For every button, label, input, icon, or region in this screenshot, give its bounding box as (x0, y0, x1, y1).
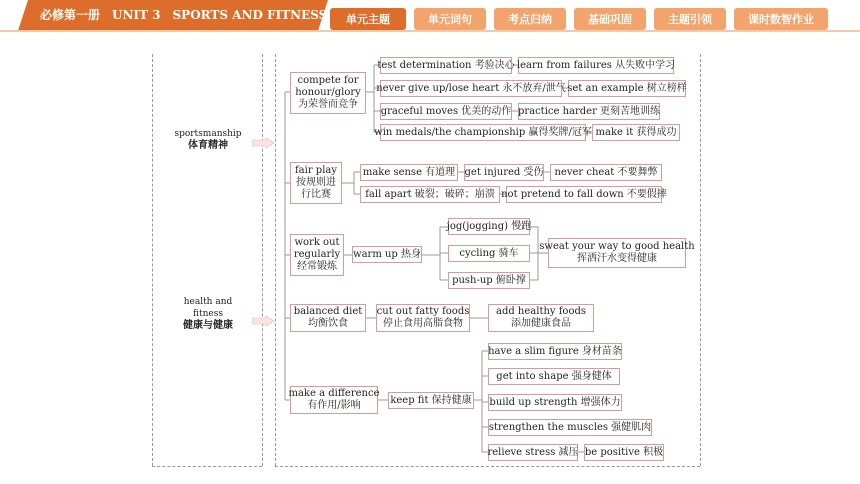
leaf-sweat (539, 238, 695, 268)
node-fairplay-zh1: 按规则进 (296, 177, 336, 188)
leaf-fairplay-3: never cheat 不要舞弊 (550, 164, 662, 181)
category-sportsmanship-zh: 体育精神 (188, 140, 228, 151)
leaf-addhealthy-zh: 添加健康食品 (511, 318, 571, 329)
leaf-addhealthy-en: add healthy foods (495, 306, 587, 317)
tab-theme-lead[interactable]: 主题引领 (654, 8, 726, 30)
leaf-workout-2: cycling 骑车 (448, 245, 530, 262)
node-difference-zh: 有作用/影响 (307, 400, 361, 411)
tab-homework[interactable]: 课时数智作业 (734, 8, 828, 30)
category-health-en1: health and (183, 297, 233, 307)
node-keepfit: keep fit 保持健康 (388, 392, 474, 409)
node-difference (290, 386, 378, 414)
category-health-en2: fitness (193, 309, 223, 319)
category-sportsmanship-en: sportsmanship (174, 129, 242, 139)
leaf-compete-2: learn from failures 从失败中学习 (518, 57, 674, 74)
tab-unit-words[interactable]: 单元词句 (414, 8, 486, 30)
node-compete-zh: 为荣誉而竞争 (298, 99, 358, 110)
node-fairplay-en: fair play (294, 165, 338, 176)
arrow-right-icon (252, 316, 274, 326)
leaf-workout-3: push-up 俯卧撑 (448, 272, 530, 289)
leaf-keepfit-3: build up strength 增强体力 (488, 394, 622, 411)
leaf-fairplay-5: not pretend to fall down 不要假摔 (506, 186, 662, 203)
leaf-addhealthy (488, 304, 594, 332)
category-health (168, 296, 248, 332)
leaf-keepfit-5: relieve stress 减压 (488, 444, 578, 461)
leaf-keepfit-4: strengthen the muscles 强健肌肉 (488, 419, 652, 436)
leaf-compete-8: make it 获得成功 (592, 124, 680, 141)
node-diet (290, 304, 366, 332)
node-compete (290, 72, 366, 114)
node-workout-en2: regularly (293, 249, 341, 260)
leaf-sweat-en: sweat your way to good health (539, 241, 695, 252)
node-diet-zh: 均衡饮食 (308, 318, 348, 329)
leaf-cutfat-en: cut out fatty foods (376, 306, 470, 317)
category-sportsmanship (168, 128, 248, 152)
leaf-cutfat (376, 304, 470, 332)
node-difference-en: make a difference (288, 388, 380, 399)
tab-key-points[interactable]: 考点归纳 (494, 8, 566, 30)
leaf-compete-3: never give up/lose heart 永不放弃/泄气 (380, 80, 562, 97)
leaf-fairplay-2: get injured 受伤 (464, 164, 544, 181)
unit-title: 必修第一册 UNIT 3 SPORTS AND FITNESS (40, 8, 328, 22)
node-warmup: warm up 热身 (352, 246, 422, 263)
leaf-keepfit-6: be positive 积极 (584, 444, 664, 461)
leaf-compete-1: test determination 考验决心 (380, 57, 512, 74)
node-diet-en: balanced diet (293, 306, 363, 317)
node-fairplay-zh2: 行比赛 (301, 189, 331, 200)
leaf-fairplay-4: fall apart 破裂；破碎；崩溃 (360, 186, 500, 203)
leaf-compete-4: set an example 树立榜样 (568, 80, 686, 97)
arrow-right-icon (252, 138, 274, 148)
node-compete-en2: honour/glory (295, 87, 361, 98)
node-compete-en1: compete for (297, 75, 359, 86)
node-workout (290, 234, 344, 276)
leaf-sweat-zh: 挥洒汗水变得健康 (577, 253, 657, 264)
tab-unit-theme[interactable]: 单元主题 (330, 8, 406, 30)
tab-basic-practice[interactable]: 基础巩固 (574, 8, 646, 30)
node-fairplay (290, 162, 342, 204)
leaf-keepfit-1: have a slim figure 身材苗条 (488, 343, 622, 360)
leaf-keepfit-2: get into shape 强身健体 (488, 368, 620, 385)
leaf-fairplay-1: make sense 有道理 (360, 164, 458, 181)
node-workout-en1: work out (294, 237, 340, 248)
leaf-cutfat-zh: 停止食用高脂食物 (383, 318, 463, 329)
leaf-workout-1: jog(jogging) 慢跑 (448, 218, 530, 235)
category-health-zh: 健康与健康 (183, 320, 233, 331)
leaf-compete-6: practice harder 更刻苦地训练 (518, 103, 660, 120)
leaf-compete-7: win medals/the championship 赢得奖牌/冠军 (380, 124, 586, 141)
node-workout-zh: 经常锻炼 (297, 261, 337, 272)
leaf-compete-5: graceful moves 优美的动作 (380, 103, 512, 120)
